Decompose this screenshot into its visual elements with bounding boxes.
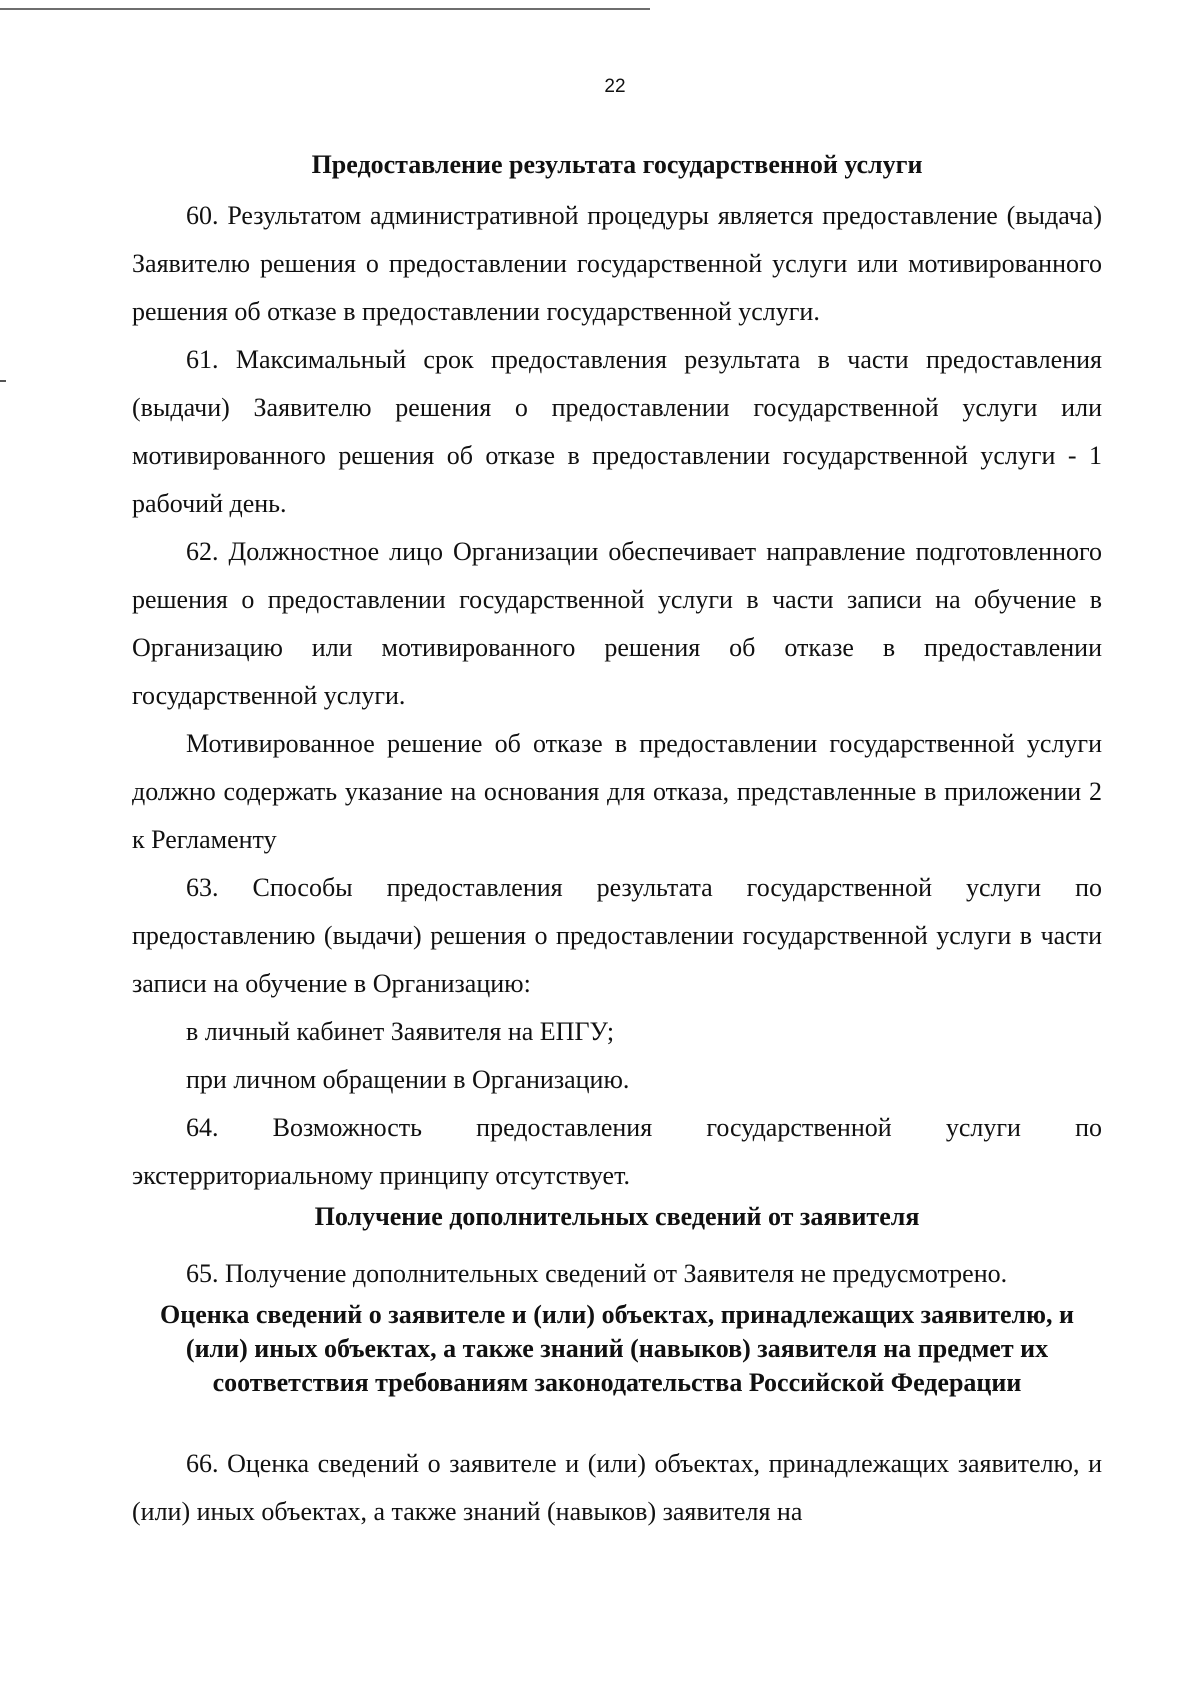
paragraph-64: 64. Возможность предоставления государственной услуги по экстерриториальному принципу отсутствует. [132, 1113, 1102, 1190]
paragraph-63: 63. Способы предоставления результата государственной услуги по предоставлению (выдачи) решения о предоставлении государственной услуги в части записи на обучение в Организацию: [132, 873, 1102, 998]
paragraph-62: 62. Должностное лицо Организации обеспечивает направление подготовленного решения о предоставлении государственной услуги в части записи на обучение в Организацию или мотивированного решения об отказе в предоставлении государственной услуги. [132, 537, 1102, 710]
section-heading-result: Предоставление результата государственной услуги [311, 150, 923, 179]
section-heading-assessment: Оценка сведений о заявителе и (или) объектах, принадлежащих заявителю, и (или) иных объектах, а также знаний (навыков) заявителя на предмет их соответствия требованиям законодательства Российской Федерации [160, 1300, 1074, 1397]
scan-artifact-tick [0, 380, 6, 382]
scan-artifact-line [0, 8, 650, 10]
list-item-personal-visit: при личном обращении в Организацию. [186, 1065, 630, 1094]
paragraph-61: 61. Максимальный срок предоставления результата в части предоставления (выдачи) Заявителю решения о предоставлении государственной услуги или мотивированного решения об отказе в предоставлении государственной услуги - 1 рабочий день. [132, 345, 1102, 518]
list-item-epgu: в личный кабинет Заявителя на ЕПГУ; [186, 1017, 615, 1046]
paragraph-66: 66. Оценка сведений о заявителе и (или) объектах, принадлежащих заявителю, и (или) иных объектах, а также знаний (навыков) заявителя на [132, 1449, 1102, 1526]
paragraph-65: 65. Получение дополнительных сведений от Заявителя не предусмотрено. [186, 1259, 1008, 1288]
section-heading-additional-info: Получение дополнительных сведений от заявителя [314, 1202, 920, 1231]
paragraph-60: 60. Результатом административной процедуры является предоставление (выдача) Заявителю решения о предоставлении государственной услуги или мотивированного решения об отказе в предоставлении государственной услуги. [132, 201, 1102, 326]
document-body [132, 148, 1102, 1536]
paragraph-refusal-reasons: Мотивированное решение об отказе в предоставлении государственной услуги должно содержать указание на основания для отказа, представленные в приложении 2 к Регламенту [132, 729, 1102, 854]
page-number: 22 [604, 76, 626, 97]
